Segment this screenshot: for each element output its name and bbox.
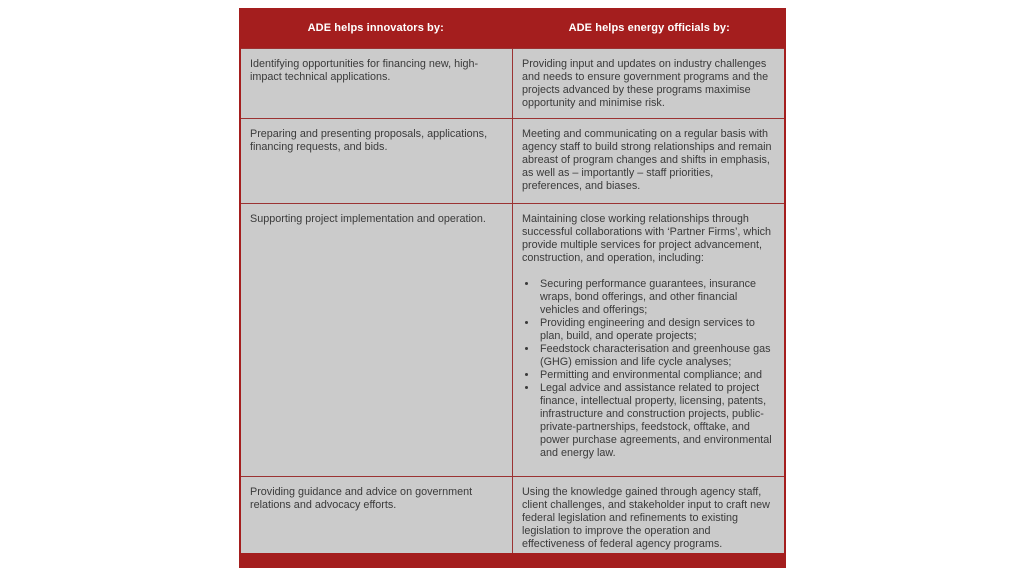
cell-innovators-row3: Supporting project implementation and operation. xyxy=(241,204,512,476)
table-footer-band xyxy=(239,553,786,568)
cell-innovators-row2: Preparing and presenting proposals, applications, financing requests, and bids. xyxy=(241,119,512,203)
bullet-item: • Feedstock characterisation and greenhouse gas (GHG) emission and life cycle analyses; xyxy=(538,343,776,369)
cell-officials-row1: Providing input and updates on industry challenges and needs to ensure government programs and the projects advanced by these programs maximise opportunity and minimise risk. xyxy=(513,49,784,118)
cell-officials-row3 xyxy=(513,204,784,476)
partner-firm-services-list xyxy=(522,278,776,460)
cell-innovators-row4: Providing guidance and advice on government relations and advocacy efforts. xyxy=(241,477,512,553)
partner-firms-intro-text: Maintaining close working relationships through successful collaborations with ‘Partner Firms’, which provide multiple services for project advancement, construction, and operation, including: xyxy=(522,213,772,264)
cell-officials-row4: Using the knowledge gained through agency staff, client challenges, and stakeholder input to craft new federal legislation and refinements to existing legislation to improve the operation and effectiveness of federal agency programs. xyxy=(513,477,784,553)
bullet-item: • Securing performance guarantees, insurance wraps, bond offerings, and other financial vehicles and offerings; xyxy=(538,278,776,317)
table-header-row xyxy=(239,8,786,48)
table-body xyxy=(241,48,784,553)
cell-officials-row2: Meeting and communicating on a regular basis with agency staff to build strong relationships and remain abreast of program changes and shifts in emphasis, as well as – importantly – staff priorities, preferences, and biases. xyxy=(513,119,784,203)
cell-innovators-row1: Identifying opportunities for financing new, high-impact technical applications. xyxy=(241,49,512,118)
column-header-innovators: ADE helps innovators by: xyxy=(307,22,444,34)
bullet-item: • Legal advice and assistance related to project finance, intellectual property, licensing, patents, infrastructure and construction projects, public-private-partnerships, feedstock, offtake, and power purchase agreements, and environmental and energy law. xyxy=(538,382,776,460)
ade-comparison-table xyxy=(239,8,786,568)
bullet-item: • Providing engineering and design services to plan, build, and operate projects; xyxy=(538,317,776,343)
bullet-item: • Permitting and environmental compliance; and xyxy=(538,369,776,382)
column-header-officials: ADE helps energy officials by: xyxy=(568,22,730,34)
